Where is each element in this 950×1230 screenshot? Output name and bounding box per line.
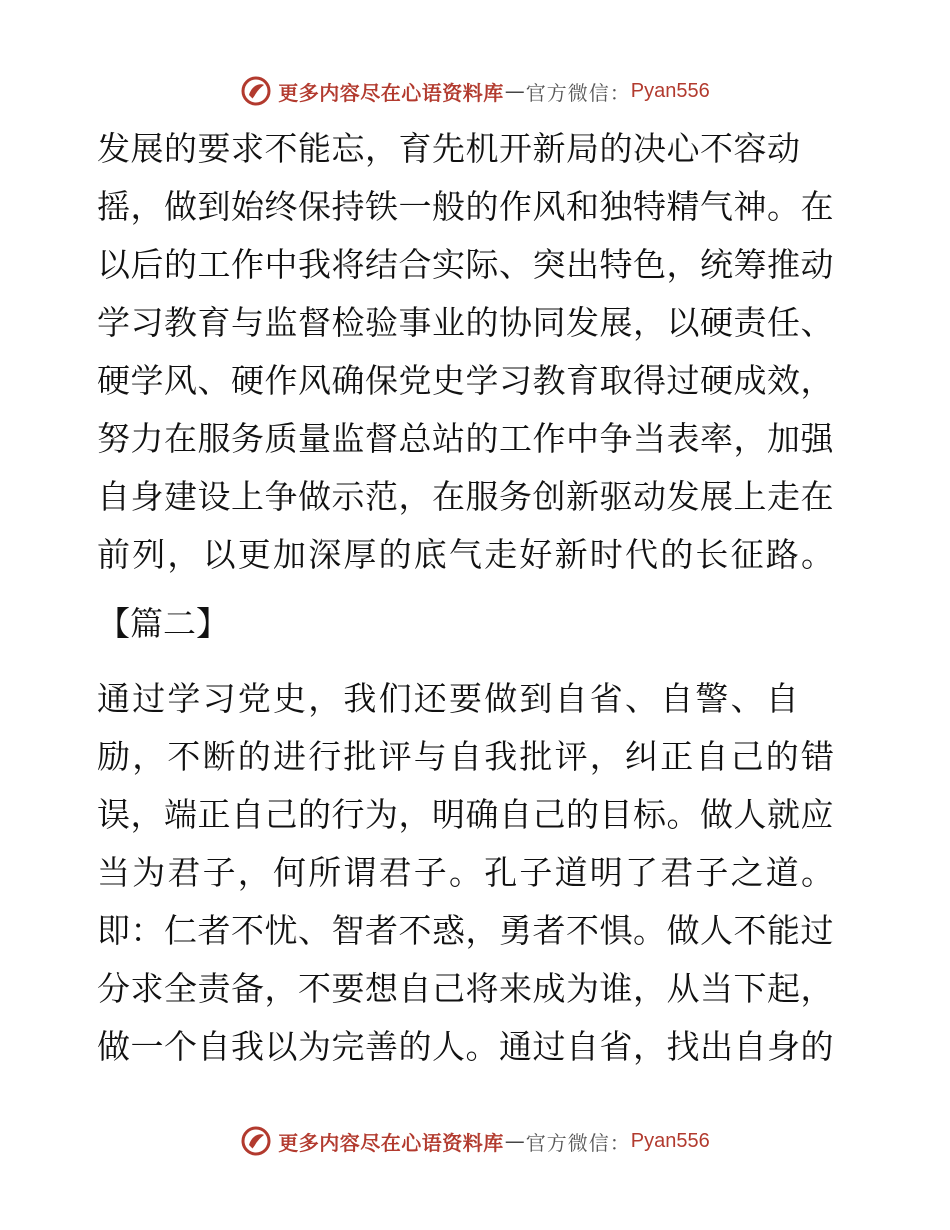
paragraph-line: 励，不断的进行批评与自我批评，纠正自己的错 [97, 737, 837, 776]
footer-brand-text: 更多内容尽在心语资料库 [278, 1130, 504, 1155]
paragraph-line: 误，端正自己的行为，明确自己的目标。做人就应 [97, 795, 834, 834]
paragraph-line: 学习教育与监督检验事业的协同发展，以硬责任、 [97, 303, 834, 342]
paragraph-line: 前列，以更加深厚的底气走好新时代的长征路。 [97, 535, 837, 574]
paragraph-line: 做一个自我以为完善的人。通过自省，找出自身的 [97, 1027, 834, 1066]
paragraph-line: 通过学习党史，我们还要做到自省、自警、自 [97, 679, 801, 718]
paragraph-line: 硬学风、硬作风确保党史学习教育取得过硬成效， [97, 361, 834, 400]
footer-banner [0, 1121, 950, 1161]
paragraph-line: 摇，做到始终保持铁一般的作风和独特精气神。在 [97, 187, 834, 226]
header-account: Pyan556 [630, 79, 710, 102]
section-heading: 【篇二】 [97, 604, 229, 643]
footer-account: Pyan556 [630, 1129, 710, 1152]
paragraph-line: 即：仁者不忧、智者不惑，勇者不惧。做人不能过 [97, 911, 834, 950]
paragraph-line: 发展的要求不能忘，育先机开新局的决心不容动 [97, 129, 801, 168]
paragraph-line: 以后的工作中我将结合实际、突出特色，统筹推动 [97, 245, 834, 284]
paragraph-line: 分求全责备，不要想自己将来成为谁，从当下起， [97, 969, 834, 1008]
paragraph-line: 努力在服务质量监督总站的工作中争当表率，加强 [97, 419, 834, 458]
footer-label: 官方微信： [525, 1130, 631, 1155]
document-body [97, 120, 857, 1076]
paragraph-line: 当为君子，何所谓君子。孔子道明了君子之道。 [97, 853, 837, 892]
header-label: 官方微信： [525, 80, 631, 105]
paragraph-line: 自身建设上争做示范，在服务创新驱动发展上走在 [97, 477, 834, 516]
header-brand-text: 更多内容尽在心语资料库 [278, 80, 504, 105]
brand-logo-icon [240, 1125, 272, 1157]
brand-logo-icon [240, 75, 272, 107]
header-dash: — [504, 79, 525, 103]
header-banner [0, 71, 950, 111]
footer-dash: — [504, 1129, 525, 1153]
